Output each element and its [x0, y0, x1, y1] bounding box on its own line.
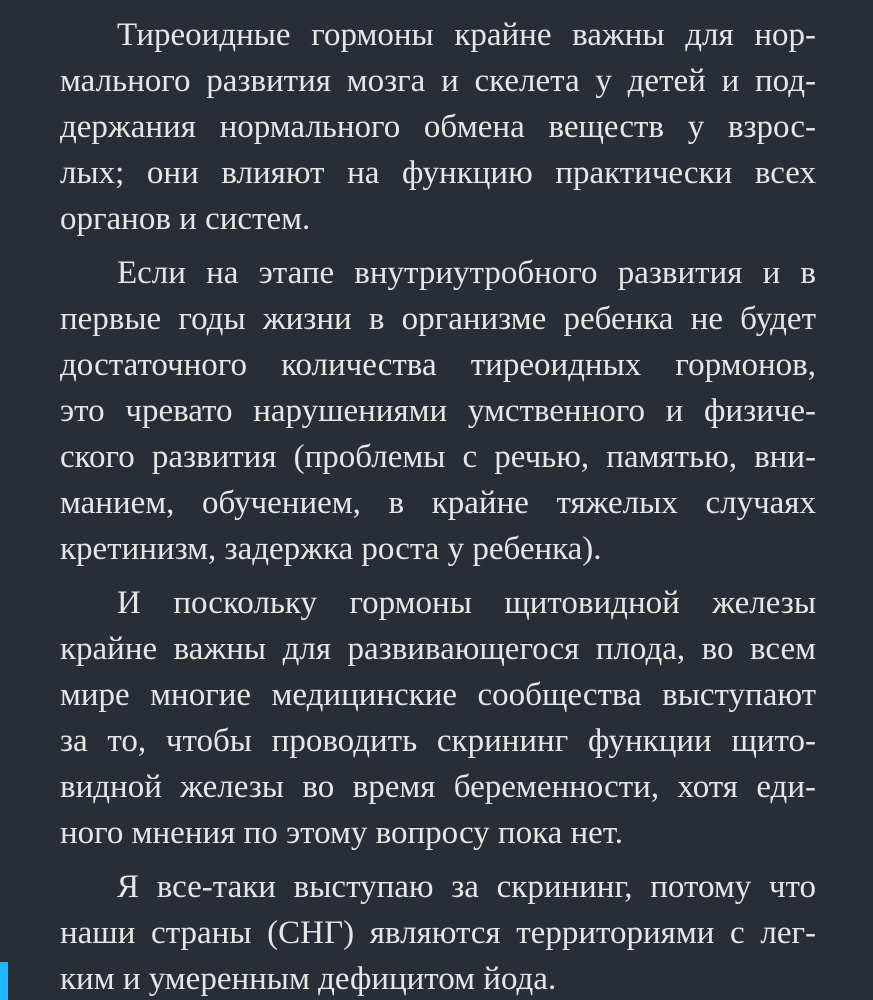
text-line: ного мнения по этому вопросу пока нет.: [60, 815, 624, 851]
text-line: Если на этапе внутриутробного развития и в: [117, 255, 816, 291]
paragraph-1: [60, 12, 816, 242]
text-line: органов и систем.: [60, 201, 311, 237]
text-line: манием, обучением, в крайне тяжелых случаях: [60, 485, 816, 521]
text-line: лых; они влияют на функцию практически всех: [60, 155, 816, 191]
text-line: ского развития (проблемы с речью, памятью, вни-: [60, 439, 816, 475]
text-line: ким и умеренным дефицитом йода.: [60, 961, 557, 997]
text-line: держания нормального обмена веществ у взрос-: [60, 109, 816, 145]
text-line: мального развития мозга и скелета у детей и под-: [60, 63, 816, 99]
paragraph-4: [60, 864, 816, 1000]
scroll-position-marker: [0, 962, 8, 1000]
text-line: Тиреоидные гормоны крайне важны для нор-: [117, 17, 816, 53]
text-line: видной железы во время беременности, хотя еди-: [60, 769, 816, 805]
paragraph-3: [60, 580, 816, 856]
text-line: крайне важны для развивающегося плода, во всем: [60, 631, 816, 667]
document-body: [60, 12, 816, 1000]
text-line: мире многие медицинские сообщества выступают: [60, 677, 816, 713]
text-line: первые годы жизни в организме ребенка не будет: [60, 301, 816, 337]
paragraph-2: [60, 250, 816, 572]
text-line: достаточного количества тиреоидных гормонов,: [60, 347, 816, 383]
text-line: это чревато нарушениями умственного и физиче-: [60, 393, 816, 429]
text-line: кретинизм, задержка роста у ребенка).: [60, 531, 602, 567]
text-line: за то, чтобы проводить скрининг функции щито-: [60, 723, 816, 759]
text-line: Я все-таки выступаю за скрининг, потому что: [117, 869, 816, 905]
text-line: наши страны (СНГ) являются территориями с лег-: [60, 915, 816, 951]
text-line: И поскольку гормоны щитовидной железы: [117, 585, 816, 621]
